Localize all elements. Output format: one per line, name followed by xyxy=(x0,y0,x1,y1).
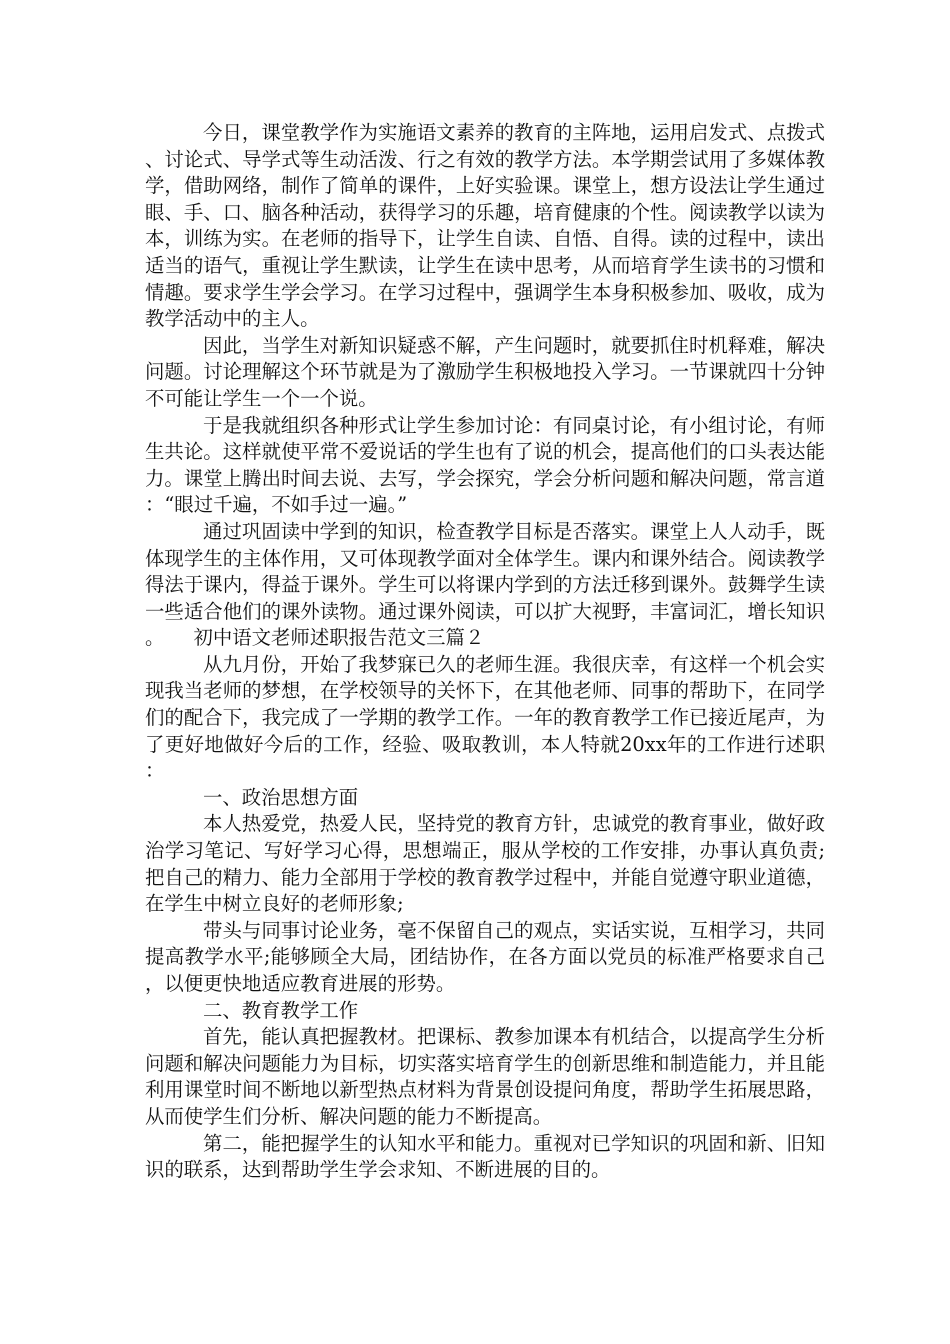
document-body xyxy=(145,120,825,1184)
paragraph-5: 从九月份，开始了我梦寐已久的老师生涯。我很庆幸，有这样一个机会实现我当老师的梦想，在学校领导的关怀下，在其他老师、同事的帮助下，在同学们的配合下，我完成了一学期的教学工作。一年的教育教学工作已接近尾声，为了更好地做好今后的工作，经验、吸取教训，本人特就20xx年的工作进行述职： xyxy=(145,652,825,783)
section-heading-teaching: 二、教育教学工作 xyxy=(203,998,359,1022)
paragraph-8: 首先，能认真把握教材。把课标、教参加课本有机结合，以提高学生分析问题和解决问题能力为目标，切实落实培育学生的创新思维和制造能力，并且能利用课堂时间不断地以新型热点材料为背景创设提问角度，帮助学生拓展思路，从而使学生们分析、解决问题的能力不断提高。 xyxy=(145,1025,825,1128)
paragraph-7: 带头与同事讨论业务，毫不保留自己的观点，实话实说，互相学习，共同提高教学水平;能够顾全大局，团结协作，在各方面以党员的标准严格要求自己，以便更快地适应教育进展的形势。 xyxy=(145,918,825,995)
paragraph-1: 今日，课堂教学作为实施语文素养的教育的主阵地，运用启发式、点拨式、讨论式、导学式等生动活泼、行之有效的教学方法。本学期尝试用了多媒体教学，借助网络，制作了简单的课件，上好实验课。课堂上，想方设法让学生通过眼、手、口、脑各种活动，获得学习的乐趣，培育健康的个性。阅读教学以读为本，训练为实。在老师的指导下，让学生自读、自悟、自得。读的过程中，读出适当的语气，重视让学生默读，让学生在读中思考，从而培育学生读书的习惯和情趣。要求学生学会学习。在学习过程中，强调学生本身积极参加、吸收，成为教学活动中的主人。 xyxy=(145,121,825,331)
paragraph-6: 本人热爱党，热爱人民，坚持党的教育方针，忠诚党的教育事业，做好政治学习笔记、写好学习心得，思想端正，服从学校的工作安排，办事认真负责;把自己的精力、能力全部用于学校的教育教学过程中，并能自觉遵守职业道德，在学生中树立良好的老师形象; xyxy=(145,812,825,916)
paragraph-2: 因此，当学生对新知识疑惑不解，产生问题时，就要抓住时机释难，解决问题。讨论理解这个环节就是为了激励学生积极地投入学习。一节课就四十分钟不可能让学生一个一个说。 xyxy=(145,333,825,410)
section-heading-politics: 一、政治思想方面 xyxy=(203,785,359,809)
paragraph-4: 通过巩固读中学到的知识，检查教学目标是否落实。课堂上人人动手，既体现学生的主体作用，又可体现教学面对全体学生。课内和课外结合。阅读教学得法于课内，得益于课外。学生可以将课内学到的方法迁移到课外。鼓舞学生读一些适合他们的课外读物。通过课外阅读，可以扩大视野，丰富词汇，增长知识。 初中语文老师述职报告范文三篇２ xyxy=(145,519,825,650)
paragraph-9: 第二，能把握学生的认知水平和能力。重视对已学知识的巩固和新、旧知识的联系，达到帮助学生学会求知、不断进展的目的。 xyxy=(145,1131,825,1182)
paragraph-3: 于是我就组织各种形式让学生参加讨论：有同桌讨论，有小组讨论，有师生共论。这样就使平常不爱说话的学生也有了说的机会，提高他们的口头表达能力。课堂上腾出时间去说、去写，学会探究，学会分析问题和解决问题，常言道：“眼过千遍，不如手过一遍。” xyxy=(145,413,825,517)
